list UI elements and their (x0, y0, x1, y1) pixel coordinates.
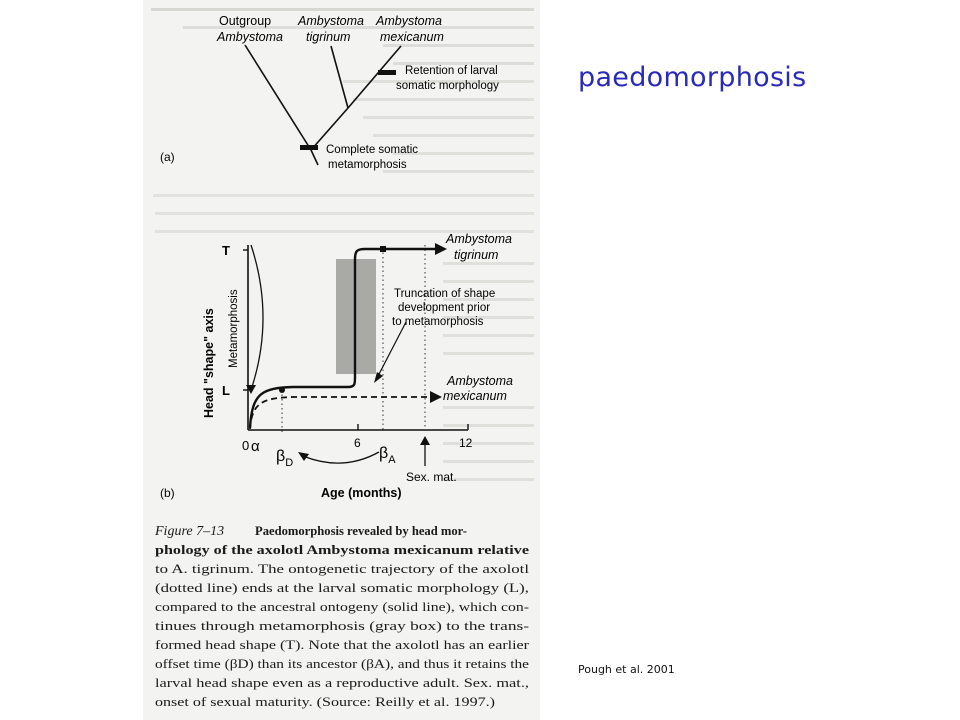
offset-arrowhead (298, 452, 309, 461)
caption-line: (dotted line) ends at the larval somatic morphology (L), (155, 581, 529, 595)
event-bar-retention (378, 70, 396, 75)
alpha-label: α (251, 438, 260, 455)
beta-a-marker (380, 246, 386, 252)
beta-d-marker (279, 387, 285, 393)
slide-title: paedomorphosis (578, 62, 807, 93)
event-bar-metamorphosis (300, 145, 318, 150)
metamorphosis-axis-label: Metamorphosis (228, 289, 240, 368)
caption-line: larval head shape even as a reproductive adult. Sex. mat., (155, 676, 529, 690)
branch-outgroup (245, 45, 311, 150)
metamorphosis-event-label: Complete somatic metamorphosis (326, 144, 419, 171)
metamorphosis-arrow (251, 245, 263, 390)
x-axis-label: Age (months) (321, 486, 402, 500)
mexicanum-trajectory (250, 397, 430, 429)
offset-arrow (303, 452, 379, 463)
tigrinum-label: Ambystoma tigrinum (446, 232, 512, 262)
caption-line: tinues through metamorphosis (gray box) to the trans- (155, 619, 529, 633)
caption-line: onset of sexual maturity. (Source: Reilly et al. 1997.) (155, 695, 495, 709)
sex-mat-label: Sex. mat. (406, 470, 457, 484)
panel-a-label: (a) (160, 150, 175, 164)
mexicanum-arrowhead (430, 391, 442, 403)
y-tick-label-t: T (222, 243, 230, 258)
truncation-label: Truncation of shape development prior to metamorphosis (392, 288, 496, 328)
taxon-tigrinum: Ambystoma tigrinum (298, 14, 364, 44)
x-tick-label-0: 0 (242, 438, 250, 453)
caption-line: Paedomorphosis revealed by head mor- (255, 524, 467, 538)
x-tick-label-12: 12 (459, 436, 473, 450)
beta-d-label: $\beta_D$ (276, 448, 294, 469)
taxon-mexicanum: Ambystoma mexicanum (376, 14, 444, 44)
figure-scan (143, 0, 540, 720)
caption-line: offset time (βD) than its ancestor (βA), and thus it retains the (155, 657, 530, 671)
truncation-pointer (377, 322, 406, 378)
caption-line: phology of the axolotl Ambystoma mexicanum relative (155, 543, 530, 557)
caption-figure-number: Figure 7–13 (155, 524, 225, 539)
tree-trunk (311, 150, 318, 165)
citation: Pough et al. 2001 (578, 663, 675, 676)
y-tick-label-l: L (222, 383, 230, 398)
caption-line: to A. tigrinum. The ontogenetic trajectory of the axolotl (155, 562, 530, 576)
y-axis-label: Head "shape" axis (202, 308, 216, 418)
x-tick-label-6: 6 (354, 436, 361, 450)
retention-label: Retention of larval somatic morphology (396, 65, 499, 92)
branch-tigrinum (331, 46, 348, 108)
mexicanum-label: Ambystoma mexicanum (443, 374, 513, 403)
ontogeny-plot (160, 232, 516, 500)
sex-mat-arrowhead (420, 436, 430, 445)
cladogram-panel (160, 14, 501, 171)
caption-line: compared to the ancestral ontogeny (solid line), which con- (155, 600, 529, 614)
beta-a-label: $\beta_A$ (379, 445, 396, 466)
panel-b-label: (b) (160, 486, 175, 500)
figure-caption (154, 524, 530, 709)
taxon-outgroup: Outgroup Ambystoma (217, 14, 283, 44)
caption-line: formed head shape (T). Note that the axolotl has an earlier (155, 638, 531, 652)
